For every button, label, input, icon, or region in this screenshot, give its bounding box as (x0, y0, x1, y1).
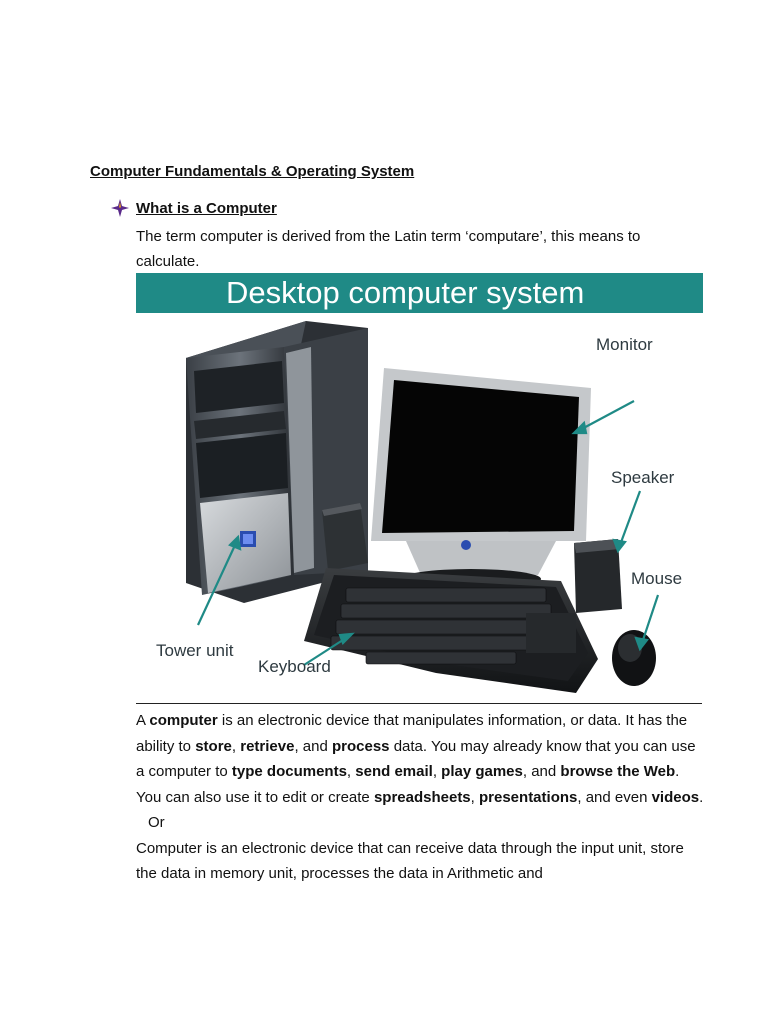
speaker-label: Speaker (611, 468, 675, 487)
right-speaker (574, 539, 622, 613)
desktop-computer-figure (136, 273, 703, 703)
monitor (371, 368, 591, 589)
definition-paragraph: A computer is an electronic device that manipulates information, or data. It has the ability to store, retrieve, and process data. You may already know that you can use a computer to type documents, send email, play games, and browse the Web. You can also use it to edit or create spreadsheets, presentations, and even videos. (136, 712, 704, 806)
four-point-star-bullet-icon (111, 199, 129, 217)
term-computer: computer (149, 712, 218, 729)
keyboard-label: Keyboard (258, 657, 331, 676)
term-retrieve: retrieve (240, 737, 295, 755)
alternate-definition-paragraph: Computer is an electronic device that can receive data through the input unit, store the data in memory unit, processes the data in Arithmetic and (136, 839, 684, 882)
term-process: process (331, 737, 390, 755)
term-store: store (195, 737, 232, 755)
left-speaker (322, 503, 368, 571)
term-send-email: send email (355, 763, 433, 780)
or-separator: Or (148, 814, 165, 831)
document-title: Computer Fundamentals & Operating System (90, 163, 415, 180)
term-spreadsheets: spreadsheets (373, 788, 471, 806)
term-browse-web: browse the Web (560, 763, 676, 780)
horizontal-divider (136, 703, 702, 704)
monitor-label: Monitor (596, 335, 653, 354)
term-videos: videos (651, 788, 700, 806)
section-heading: What is a Computer (136, 200, 277, 217)
mouse-label: Mouse (631, 569, 683, 588)
tower-unit-label: Tower unit (156, 641, 234, 660)
term-type-documents: type documents (231, 763, 347, 780)
term-play-games: play games (441, 763, 523, 780)
body-text (136, 708, 706, 887)
mouse (612, 630, 656, 686)
keyboard (304, 568, 598, 693)
figure-banner-title: Desktop computer system (136, 273, 703, 313)
intro-paragraph: The term computer is derived from the Latin term ‘computare’, this means to calculate. (136, 228, 641, 270)
term-presentations: presentations (479, 788, 578, 806)
